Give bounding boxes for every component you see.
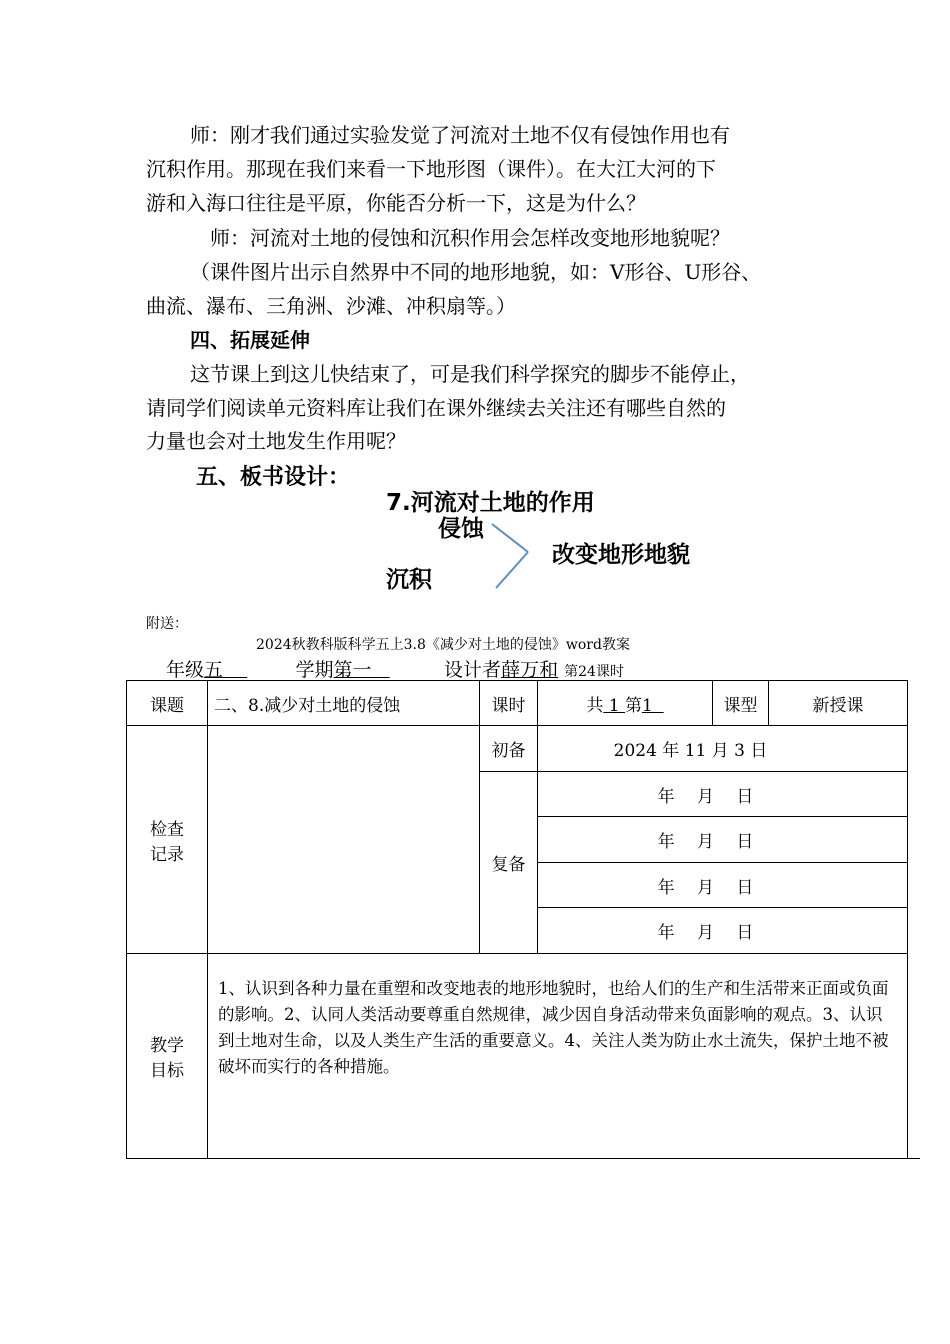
paragraph-line: 力量也会对土地发生作用呢？ xyxy=(146,429,406,453)
paragraph-line: 师：河流对土地的侵蚀和沉积作用会怎样改变地形地貌呢？ xyxy=(210,226,730,250)
section-heading: 五、板书设计： xyxy=(196,465,351,490)
lesson-plan-table xyxy=(126,680,908,1159)
paragraph-line: 这节课上到这儿快结束了，可是我们科学探究的脚步不能停止， xyxy=(190,362,750,386)
review-date: 年 月 日 xyxy=(538,772,908,817)
designer-value: 薛万和 xyxy=(501,659,559,681)
review-date: 年 月 日 xyxy=(538,817,908,863)
first-prep-date: 2024 年 11 月 3 日 xyxy=(538,726,908,772)
paragraph-line: 曲流、瀑布、三角洲、沙滩、冲积扇等。） xyxy=(146,294,516,318)
teaching-goals: 1、认识到各种力量在重塑和改变地表的地形地貌时，也给人们的生产和生活带来正面或负面的影响。2、认同人类活动要尊重自然规律，减少因自身活动带来负面影响的观点。3、认识到土地对生命，以及人类生产生活的重要意义。4、关注人类为防止水土流失，保护土地不被破坏而实行的各种措施。 xyxy=(208,954,908,1159)
review-date: 年 月 日 xyxy=(538,863,908,908)
term-label: 学期 xyxy=(295,659,334,681)
lesson-header xyxy=(166,655,624,682)
board-title: 7.河流对土地的作用 xyxy=(386,490,595,516)
type-label: 课型 xyxy=(713,681,769,726)
check-record-label: 检查 记录 xyxy=(127,726,208,954)
grade-label: 年级 xyxy=(166,659,205,681)
appendix-doc-title: 2024秋教科版科学五上3.8《减少对土地的侵蚀》word教案 xyxy=(256,637,630,653)
paragraph-line: 游和入海口往往是平原，你能否分析一下，这是为什么？ xyxy=(146,191,646,215)
term-value: 第一 xyxy=(333,659,372,681)
paragraph-line: 师：刚才我们通过实验发觉了河流对土地不仅有侵蚀作用也有 xyxy=(190,123,730,147)
paragraph-line: 沉积作用。那现在我们来看一下地形图（课件）。在大江大河的下 xyxy=(146,157,716,181)
table-row xyxy=(127,681,908,726)
topic-value: 二、8.减少对土地的侵蚀 xyxy=(208,681,480,726)
board-result: 改变地形地貌 xyxy=(552,542,690,568)
section-heading: 四、拓展延伸 xyxy=(190,328,310,352)
period-label: 课时 xyxy=(480,681,538,726)
grade-value: 五 xyxy=(204,659,224,681)
designer-label: 设计者 xyxy=(444,659,502,681)
type-value: 新授课 xyxy=(769,681,908,726)
topic-label: 课题 xyxy=(127,681,208,726)
board-erosion: 侵蚀 xyxy=(438,516,484,542)
goals-label: 教学 目标 xyxy=(127,954,208,1159)
review-date: 年 月 日 xyxy=(538,908,908,954)
paragraph-line: 请同学们阅读单元资料库让我们在课外继续去关注还有哪些自然的 xyxy=(146,396,726,420)
review-label: 复备 xyxy=(480,772,538,954)
table-row xyxy=(127,954,908,1159)
board-bracket-lines xyxy=(490,520,540,592)
lesson-number: 第24课时 xyxy=(564,664,624,680)
board-deposition: 沉积 xyxy=(386,567,432,593)
table-row xyxy=(127,726,908,772)
table-edge-line xyxy=(906,1158,920,1159)
appendix-label: 附送： xyxy=(146,616,188,632)
check-record-content xyxy=(208,726,480,954)
paragraph-line: （课件图片出示自然界中不同的地形地貌，如：V形谷、U形谷、 xyxy=(190,260,762,284)
first-prep-label: 初备 xyxy=(480,726,538,772)
period-value: 共 1 第1 xyxy=(538,681,713,726)
